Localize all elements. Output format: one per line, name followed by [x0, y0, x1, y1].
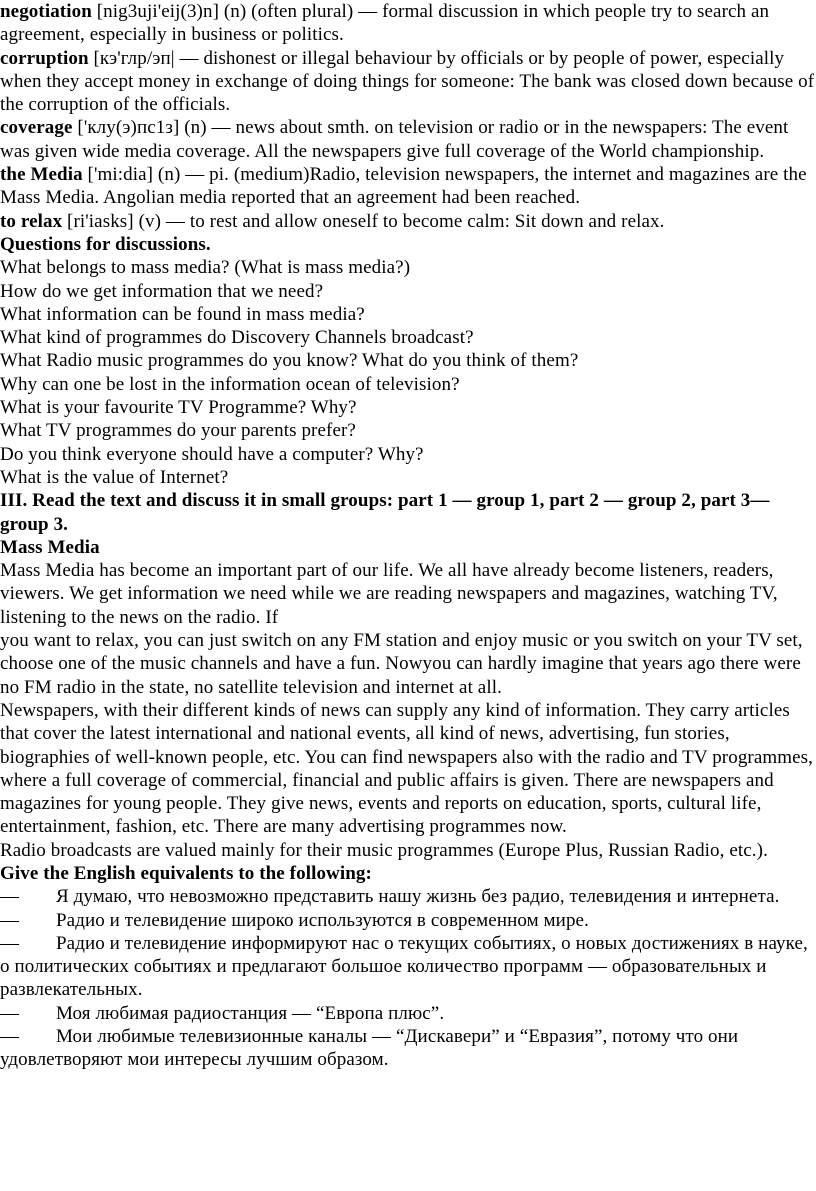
- vocab-term: coverage: [0, 117, 73, 139]
- question-item: What kind of programmes do Discovery Channels broadcast?: [0, 327, 474, 349]
- vocab-term: negotiation: [0, 1, 92, 22]
- dash-marker: —: [0, 909, 20, 931]
- text-paragraph: Mass Media has become an important part of our life. We all have already become listeners, readers, viewers. We get information we need while we are reading newspapers and magazines, watching TV, listening to the news on the radio. If: [0, 560, 778, 628]
- text-paragraph: Radio broadcasts are valued mainly for their music programmes (Europe Plus, Russian Radio, etc.).: [0, 839, 768, 861]
- equivalent-item: [0, 1025, 816, 1072]
- vocab-definition: [кэ'глр/эп| — dishonest or illegal behaviour by officials or by people of power, especially when they accept money in exchange of doing things for someone: The bank was closed down because of the corruption of the officials.: [0, 47, 815, 116]
- equivalent-item: [0, 885, 816, 908]
- vocab-entry-relax: [0, 210, 816, 233]
- vocab-entry-corruption: [0, 47, 816, 117]
- question-item: What information can be found in mass media?: [0, 303, 365, 325]
- question-item: What belongs to mass media? (What is mass media?): [0, 257, 411, 279]
- vocab-term: the Media: [0, 164, 83, 186]
- question-item: How do we get information that we need?: [0, 280, 324, 302]
- vocab-term: corruption: [0, 47, 89, 69]
- equivalent-item: [0, 1002, 816, 1025]
- text-paragraph: you want to relax, you can just switch on any FM station and enjoy music or you switch on your TV set, choose one of the music channels and have a fun. Nowyou can hardly imagine that years ago there were no FM radio in the state, no satellite television and internet at all.: [0, 630, 803, 698]
- questions-heading: Questions for discussions.: [0, 233, 211, 255]
- dash-marker: —: [0, 932, 20, 954]
- vocab-definition: ['клу(э)пс1з] (n) — news about smth. on television or radio or in the newspapers: The event was given wide media coverage. All the newspapers give full coverage of the World championship.: [0, 117, 789, 162]
- vocab-entry-negotiation: [0, 0, 816, 47]
- text-title: Mass Media: [0, 536, 100, 558]
- question-item: What Radio music programmes do you know? What do you think of them?: [0, 350, 579, 372]
- equivalent-text: Радио и телевидение широко используются в современном мире.: [56, 909, 589, 931]
- dash-marker: —: [0, 886, 20, 908]
- question-item: What TV programmes do your parents prefer?: [0, 420, 356, 442]
- equivalent-text: Моя любимая радиостанция — “Европа плюс”.: [56, 1002, 445, 1024]
- dash-marker: —: [0, 1026, 20, 1048]
- question-item: What is your favourite TV Programme? Why?: [0, 397, 357, 419]
- dash-marker: —: [0, 1002, 20, 1024]
- vocab-definition: ['mi:dia] (n) — pi. (medium)Radio, television newspapers, the internet and magazines are the Mass Media. Angolian media reported that an agreement had been reached.: [0, 164, 807, 209]
- vocab-entry-coverage: [0, 116, 816, 163]
- equivalent-text: Я думаю, что невозможно представить нашу жизнь без радио, телевидения и интернета.: [56, 886, 780, 908]
- equivalent-item: [0, 932, 816, 1002]
- equivalents-heading: Give the English equivalents to the following:: [0, 862, 372, 884]
- equivalent-item: [0, 909, 816, 932]
- question-item: Why can one be lost in the information ocean of television?: [0, 373, 460, 395]
- text-paragraph: Newspapers, with their different kinds of news can supply any kind of information. They carry articles that cover the latest international and national events, all kind of news, advertising, fun stories, biographies of well-known people, etc. You can find newspapers also with the radio and TV programmes, where a full coverage of commercial, financial and public affairs is given. There are newspapers and magazines for young people. They give news, events and reports on education, sports, cultural life, entertainment, fashion, etc. There are many advertising programmes now.: [0, 699, 814, 838]
- question-item: Do you think everyone should have a computer? Why?: [0, 443, 424, 465]
- question-item: What is the value of Internet?: [0, 466, 229, 488]
- equivalent-text: Радио и телевидение информируют нас о текущих событиях, о новых достижениях в науке, о политических событиях и предлагают большое количество программ — образовательных и развлекательных.: [0, 932, 808, 1001]
- vocab-definition: [nig3uji'eij(3)n] (n) (often plural) — formal discussion in which people try to search an agreement, especially in business or politics.: [0, 1, 770, 46]
- vocab-term: to relax: [0, 210, 63, 232]
- vocab-definition: [ri'iasks] (v) — to rest and allow oneself to become calm: Sit down and relax.: [62, 210, 665, 232]
- equivalent-text: Мои любимые телевизионные каналы — “Дискавери” и “Евразия”, потому что они удовлетворяют мои интересы лучшим образом.: [0, 1026, 739, 1071]
- vocab-entry-media: [0, 163, 816, 210]
- task-heading: III. Read the text and discuss it in small groups: part 1 — group 1, part 2 — group 2, part 3— group 3.: [0, 490, 770, 535]
